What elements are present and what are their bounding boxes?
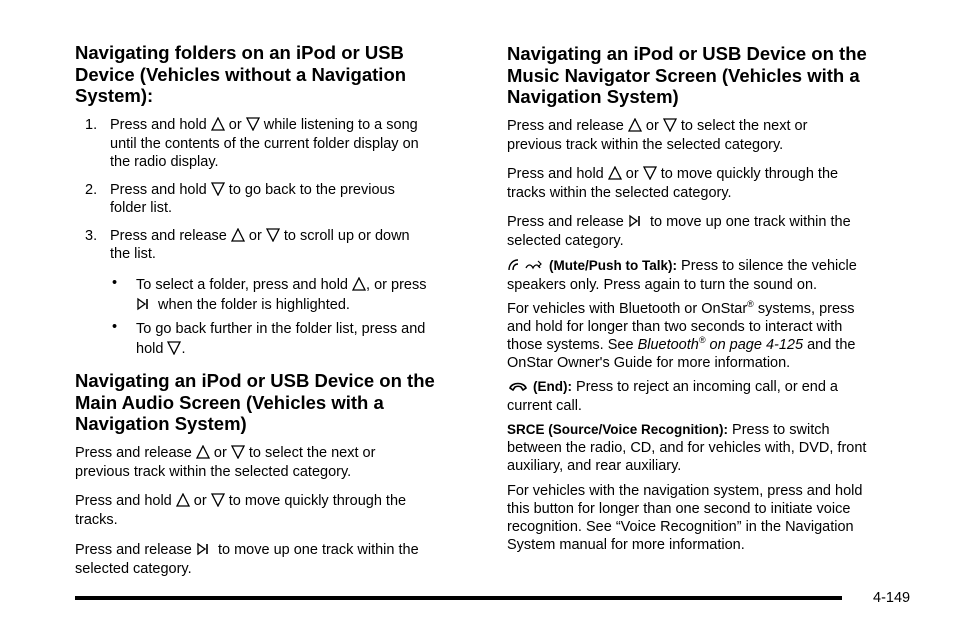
paragraph: Press and hold or to move quickly through the tracks. xyxy=(75,493,407,528)
step-1: 1. Press and hold or while listening to a song until the contents of the current folder display on the radio display. xyxy=(85,117,419,170)
down-triangle-icon xyxy=(266,228,280,242)
bluetooth-paragraph: For vehicles with Bluetooth or OnStar® systems, press and hold for longer than two seconds to interact with those systems. See Bluetooth® on page 4-125 and the OnStar Owner's Guide for more information. xyxy=(507,299,856,371)
srce-paragraph: SRCE (Source/Voice Recognition): Press to switch between the radio, CD, and for vehicles with, DVD, front auxiliary, and rear auxiliary. xyxy=(507,422,867,474)
paragraph: Press and release or to select the next or previous track within the selected category. xyxy=(75,445,376,480)
paragraph: Press and release to move up one track within the selected category. xyxy=(507,214,851,249)
down-triangle-icon xyxy=(231,445,245,459)
mute-voice-icon xyxy=(507,258,545,272)
step-2: 2. Press and hold to go back to the previous folder list. xyxy=(85,181,395,216)
down-triangle-icon xyxy=(643,166,657,180)
section-title-folders: Navigating folders on an iPod or USB Device (Vehicles without a Navigation System): xyxy=(75,42,407,106)
section-title-main-audio: Navigating an iPod or USB Device on the Main Audio Screen (Vehicles with a Navigation System) xyxy=(75,370,435,434)
paragraph: Press and hold or to move quickly through the tracks within the selected category. xyxy=(507,166,839,201)
navigation-paragraph: For vehicles with the navigation system, press and hold this button for longer than one second to initiate voice recognition. See “Voice Recognition” in the Navigation System manual for more information. xyxy=(507,483,863,553)
end-paragraph: (End): Press to reject an incoming call, or end a current call. xyxy=(507,379,838,414)
up-triangle-icon xyxy=(196,445,210,459)
end-call-icon xyxy=(507,379,529,393)
step-3: 3. Press and release or to scroll up or down the list. xyxy=(85,227,410,262)
up-triangle-icon xyxy=(608,166,622,180)
bullet-item: • To select a folder, press and hold , or press when the folder is highlighted. xyxy=(112,275,427,313)
paragraph: Press and release or to select the next or previous track within the selected category. xyxy=(507,118,808,153)
next-track-icon xyxy=(196,542,210,556)
bluetooth-reference[interactable]: Bluetooth® on page 4-125 xyxy=(637,335,804,353)
down-triangle-icon xyxy=(663,118,677,132)
bullet-list xyxy=(75,275,475,359)
up-triangle-icon xyxy=(231,228,245,242)
section-title-music-navigator: Navigating an iPod or USB Device on the Music Navigator Screen (Vehicles with a Navigation System) xyxy=(507,43,867,107)
up-triangle-icon xyxy=(628,118,642,132)
down-triangle-icon xyxy=(211,493,225,507)
footer-rule xyxy=(75,596,842,600)
up-triangle-icon xyxy=(176,493,190,507)
mute-paragraph: (Mute/Push to Talk): Press to silence the vehicle speakers only. Press again to turn the sound on. xyxy=(507,258,857,293)
next-track-icon xyxy=(628,214,642,228)
down-triangle-icon xyxy=(167,341,181,355)
up-triangle-icon xyxy=(211,117,225,131)
paragraph: Press and release to move up one track within the selected category. xyxy=(75,542,419,577)
page-number: 4-149 xyxy=(873,590,911,606)
up-triangle-icon xyxy=(352,277,366,291)
steps-list xyxy=(75,116,475,273)
down-triangle-icon xyxy=(246,117,260,131)
next-track-icon xyxy=(136,297,150,311)
down-triangle-icon xyxy=(211,182,225,196)
bullet-item: • To go back further in the folder list, press and hold . xyxy=(112,319,426,357)
